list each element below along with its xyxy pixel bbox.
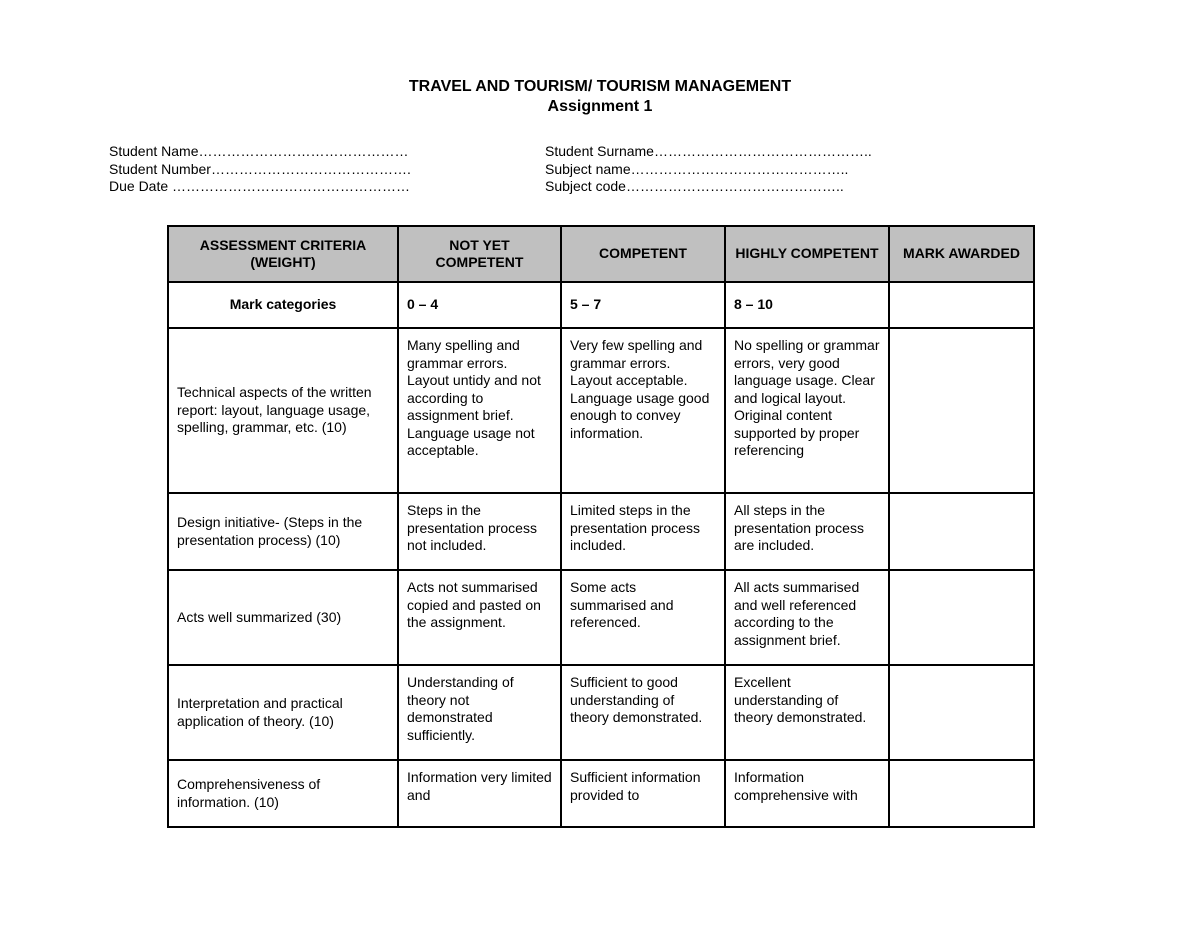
table-header-row <box>168 226 1034 282</box>
table-row <box>168 665 1034 760</box>
assessment-rubric-table <box>167 225 1035 828</box>
subject-code-field: Subject code……………………………………….. <box>545 178 844 194</box>
table-row <box>168 570 1034 665</box>
highly-competent-cell: Information comprehensive with <box>725 760 889 827</box>
mark-categories-label: Mark categories <box>168 282 398 328</box>
table-row <box>168 493 1034 570</box>
table-row <box>168 760 1034 827</box>
not-yet-competent-cell: Information very limited and <box>398 760 561 827</box>
not-yet-competent-cell: Understanding of theory not demonstrated sufficiently. <box>398 665 561 760</box>
student-name-field: Student Name……………………………………… <box>109 143 409 159</box>
header-assessment-criteria: ASSESSMENT CRITERIA (WEIGHT) <box>168 226 398 282</box>
subject-name-field: Subject name……………………………………….. <box>545 160 849 177</box>
document-title: TRAVEL AND TOURISM/ TOURISM MANAGEMENT <box>408 78 792 95</box>
criteria-cell: Interpretation and practical application of theory. (10) <box>168 665 398 760</box>
competent-cell: Sufficient information provided to <box>561 760 725 827</box>
not-yet-competent-cell: Acts not summarised copied and pasted on the assignment. <box>398 570 561 665</box>
mark-categories-row <box>168 282 1034 328</box>
due-date-field: Due Date …………………………………………… <box>109 178 411 194</box>
not-yet-competent-cell: Many spelling and grammar errors. Layout untidy and not according to assignment brief. Language usage not acceptable. <box>398 328 561 493</box>
header-mark-awarded: MARK AWARDED <box>889 226 1034 282</box>
header-competent: COMPETENT <box>561 226 725 282</box>
mark-range-competent: 5 – 7 <box>561 282 725 328</box>
header-not-yet-competent: NOT YET COMPETENT <box>398 226 561 282</box>
not-yet-competent-cell: Steps in the presentation process not included. <box>398 493 561 570</box>
highly-competent-cell: All steps in the presentation process are included. <box>725 493 889 570</box>
mark-awarded-cell[interactable] <box>889 493 1034 570</box>
competent-cell: Limited steps in the presentation process included. <box>561 493 725 570</box>
competent-cell: Very few spelling and grammar errors. Layout acceptable. Language usage good enough to convey information. <box>561 328 725 493</box>
criteria-cell: Design initiative- (Steps in the presentation process) (10) <box>168 493 398 570</box>
student-number-field: Student Number……………………………………. <box>109 160 411 177</box>
document-subtitle: Assignment 1 <box>547 98 653 115</box>
header-highly-competent: HIGHLY COMPETENT <box>725 226 889 282</box>
mark-range-not-yet: 0 – 4 <box>398 282 561 328</box>
table-row <box>168 328 1034 493</box>
criteria-cell: Acts well summarized (30) <box>168 570 398 665</box>
criteria-cell: Comprehensiveness of information. (10) <box>168 760 398 827</box>
student-fields-right <box>545 143 872 196</box>
competent-cell: Some acts summarised and referenced. <box>561 570 725 665</box>
highly-competent-cell: No spelling or grammar errors, very good language usage. Clear and logical layout. Original content supported by proper referencing <box>725 328 889 493</box>
mark-awarded-cell[interactable] <box>889 570 1034 665</box>
title-block <box>0 77 1200 117</box>
competent-cell: Sufficient to good understanding of theory demonstrated. <box>561 665 725 760</box>
criteria-cell: Technical aspects of the written report: layout, language usage, spelling, grammar, etc. (10) <box>168 328 398 493</box>
mark-range-highly: 8 – 10 <box>725 282 889 328</box>
mark-awarded-cell[interactable] <box>889 282 1034 328</box>
student-fields-left <box>109 143 411 196</box>
mark-awarded-cell[interactable] <box>889 328 1034 493</box>
highly-competent-cell: All acts summarised and well referenced according to the assignment brief. <box>725 570 889 665</box>
mark-awarded-cell[interactable] <box>889 760 1034 827</box>
highly-competent-cell: Excellent understanding of theory demonstrated. <box>725 665 889 760</box>
student-surname-field: Student Surname……………………………………….. <box>545 143 872 159</box>
mark-awarded-cell[interactable] <box>889 665 1034 760</box>
